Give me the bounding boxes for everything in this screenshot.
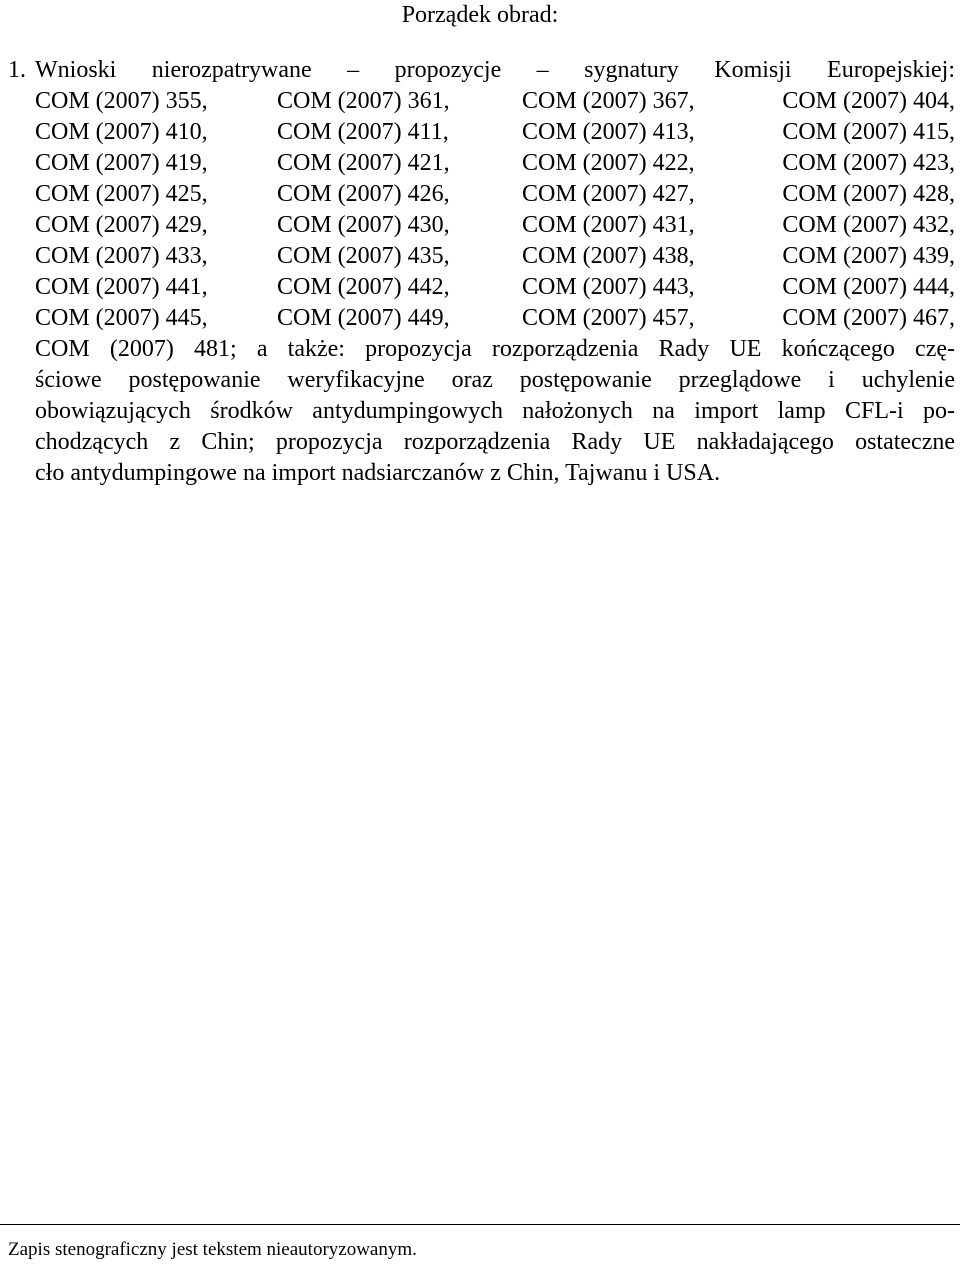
body-line: obowiązujących środków antydumpingowych nałożonych na import lamp CFL-i po- xyxy=(35,398,955,424)
com-signature: COM (2007) 431, xyxy=(522,212,695,238)
com-row xyxy=(35,241,955,272)
body-line: ściowe postępowanie weryfikacyjne oraz postępowanie przeglądowe i uchylenie xyxy=(35,367,955,393)
com-signature: COM (2007) 410, xyxy=(35,119,208,145)
com-signature: COM (2007) 426, xyxy=(277,181,450,207)
com-signature: COM (2007) 404, xyxy=(782,88,955,114)
com-signature: COM (2007) 425, xyxy=(35,181,208,207)
page-footer xyxy=(0,1224,960,1260)
agenda-item-number: 1. xyxy=(8,57,26,83)
com-signature: COM (2007) 433, xyxy=(35,243,208,269)
com-signature: COM (2007) 467, xyxy=(782,305,955,331)
com-signature: COM (2007) 444, xyxy=(782,274,955,300)
com-row xyxy=(35,303,955,334)
com-signature-list xyxy=(35,86,955,334)
com-signature: COM (2007) 438, xyxy=(522,243,695,269)
com-signature: COM (2007) 439, xyxy=(782,243,955,269)
com-row xyxy=(35,272,955,303)
com-row xyxy=(35,86,955,117)
agenda-item-heading: Wnioski nierozpatrywane – propozycje – sygnatury Komisji Europejskiej: xyxy=(35,57,955,83)
com-signature: COM (2007) 355, xyxy=(35,88,208,114)
com-signature: COM (2007) 415, xyxy=(782,119,955,145)
com-signature: COM (2007) 441, xyxy=(35,274,208,300)
com-signature: COM (2007) 428, xyxy=(782,181,955,207)
com-signature: COM (2007) 413, xyxy=(522,119,695,145)
com-signature: COM (2007) 449, xyxy=(277,305,450,331)
com-signature: COM (2007) 367, xyxy=(522,88,695,114)
com-signature: COM (2007) 430, xyxy=(277,212,450,238)
com-signature: COM (2007) 442, xyxy=(277,274,450,300)
com-signature: COM (2007) 443, xyxy=(522,274,695,300)
body-line: chodzących z Chin; propozycja rozporządzenia Rady UE nakładającego ostateczne xyxy=(35,429,955,455)
footer-note: Zapis stenograficzny jest tekstem nieautoryzowanym. xyxy=(8,1239,417,1260)
com-signature: COM (2007) 423, xyxy=(782,150,955,176)
agenda-item xyxy=(8,55,955,489)
com-row xyxy=(35,117,955,148)
com-signature: COM (2007) 422, xyxy=(522,150,695,176)
com-signature: COM (2007) 421, xyxy=(277,150,450,176)
com-row xyxy=(35,210,955,241)
com-signature: COM (2007) 419, xyxy=(35,150,208,176)
com-signature: COM (2007) 429, xyxy=(35,212,208,238)
com-signature: COM (2007) 445, xyxy=(35,305,208,331)
agenda-list xyxy=(8,55,955,489)
com-signature: COM (2007) 361, xyxy=(277,88,450,114)
com-row xyxy=(35,179,955,210)
body-line: COM (2007) 481; a także: propozycja rozporządzenia Rady UE kończącego czę- xyxy=(35,336,955,362)
agenda-item-body xyxy=(35,334,955,489)
body-line: cło antydumpingowe na import nadsiarczanów z Chin, Tajwanu i USA. xyxy=(35,460,721,486)
com-signature: COM (2007) 427, xyxy=(522,181,695,207)
com-signature: COM (2007) 411, xyxy=(277,119,449,145)
com-signature: COM (2007) 457, xyxy=(522,305,695,331)
com-signature: COM (2007) 432, xyxy=(782,212,955,238)
com-row xyxy=(35,148,955,179)
page-title: Porządek obrad: xyxy=(401,2,559,28)
com-signature: COM (2007) 435, xyxy=(277,243,450,269)
